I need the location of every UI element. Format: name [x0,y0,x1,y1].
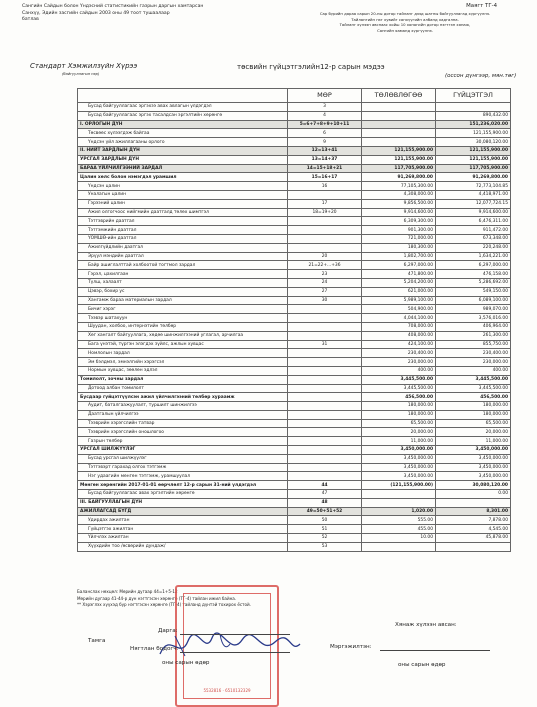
table-row [78,208,511,217]
row-code [288,349,362,358]
row-label: АЖИЛЛАГСАД БҮГД [78,507,288,516]
row-plan: 230,000.00 [362,358,436,367]
table-row [78,146,511,155]
row-plan: 3,450,000.00 [362,454,436,463]
table-row [78,446,511,455]
row-actual: 0.00 [436,490,511,499]
row-plan: 11,000.00 [362,437,436,446]
row-label: Эм бэлдмэл, эмнэлгийн хэрэгсэл [78,358,288,367]
row-code [288,226,362,235]
row-code: 51 [288,525,362,534]
row-code [288,384,362,393]
row-plan: 456,500.00 [362,393,436,402]
table-row [78,349,511,358]
table-row [78,314,511,323]
row-code [288,393,362,402]
form-code: Маягт ТГ-4 [466,3,497,9]
unit-note: (оссон дүнгээр, мян.төг) [445,73,517,79]
row-code: 12=13+41 [288,146,362,155]
row-label: Ажилгүйдлийн даатгал [78,243,288,252]
table-row [78,507,511,516]
row-code: 44 [288,481,362,490]
row-label: II. НИЙТ ЗАРДЛЫН ДҮН [78,146,288,155]
director-label: Дарга: [158,628,178,634]
row-actual: 8,301.00 [436,507,511,516]
table-row [78,103,511,112]
row-actual: 6,476,311.00 [436,217,511,226]
row-label: Томилолт, зочны зардал [78,375,288,384]
row-label: Цалин хөлс болон нэмэгдэл урамшил [78,173,288,182]
row-label: ҮОМШӨ-ийн даатгал [78,234,288,243]
row-actual: 65,500.00 [436,419,511,428]
row-plan: 424,100.00 [362,340,436,349]
row-plan: 180,000.00 [362,410,436,419]
organization-name: Стандарт Хэмжилзүйн Хүрээ [30,62,138,70]
row-actual: 3,450,000.00 [436,472,511,481]
row-plan: (121,155,900.00) [362,481,436,490]
row-code: 14=15+18+21 [288,164,362,173]
table-header-row [78,89,511,103]
header-row-code: МӨР [288,89,362,103]
row-plan: 117,705,900.00 [362,164,436,173]
row-label: Ажил олгогчоос нийгмийн даатгалд төлөх шимтгэл [78,208,288,217]
table-row [78,199,511,208]
document-title: төсвийн гүйцэтгэлийн12-р сарын мэдээ [237,63,385,71]
row-plan: 4,308,000.00 [362,190,436,199]
table-row [78,182,511,191]
row-actual: 456,500.00 [436,393,511,402]
row-code [288,446,362,455]
accountant-signature-line [180,652,290,653]
row-actual: 9,914,600.00 [436,208,511,217]
row-actual: 911,472.00 [436,226,511,235]
table-row [78,358,511,367]
row-label: Эрүүл мэндийн даатгал [78,252,288,261]
row-plan: 3,445,500.00 [362,375,436,384]
row-label: Тээвэр шатахуун [78,314,288,323]
row-label: Хөг хангалт байгууллага, хөдөө шинжилгээний углагал, арчилгаа [78,331,288,340]
header-actual: ГҮЙЦЭТГЭЛ [436,89,511,103]
table-row [78,287,511,296]
table-row [78,173,511,182]
row-code [288,410,362,419]
row-plan: 408,000.00 [362,331,436,340]
row-actual: 4,418,971.00 [436,190,511,199]
row-code [288,454,362,463]
row-label: Гэрээний цалин [78,199,288,208]
row-code [288,366,362,375]
row-label: Шуудан, холбоо, интернэтийн төлбөр [78,322,288,331]
row-label: Байр ашиглалттай холбоотой тогтмол зардал [78,261,288,270]
header-plan: ТӨЛӨВЛӨГӨӨ [362,89,436,103]
footnote-2: Мөрийн дугаар 41-44-р дүн нэгтгэсэн хөрөнгө (ТГ-4) тайлан ижил байна. [77,595,237,601]
row-actual [436,498,511,507]
row-code [288,472,362,481]
row-plan: 1,020.00 [362,507,436,516]
row-plan: 901,300.00 [362,226,436,235]
row-actual: 3,450,000.00 [436,446,511,455]
row-actual [436,103,511,112]
row-code: 17 [288,199,362,208]
header-label [78,89,288,103]
row-actual: 890,432.00 [436,111,511,120]
header-right [300,11,510,33]
row-label: Бусад байгууллагаас эргэхээ авах авлагын үлдэгдэл [78,103,288,112]
row-plan: 121,155,900.00 [362,155,436,164]
row-label: III. БАЙГУУЛЛАГЫН ДҮН [78,498,288,507]
row-code [288,402,362,411]
row-actual: 30,080,120.00 [436,138,511,147]
table-row [78,243,511,252]
row-plan: 10.00 [362,534,436,543]
row-actual: 476,158.00 [436,270,511,279]
row-actual: 45,878.00 [436,534,511,543]
table-row [78,534,511,543]
row-label: Бичиг хэрэг [78,305,288,314]
footnote-3: ** Хэрэглэх хүүхэд бүр нэгтгэсэн хөрөнгө (ТГ-4) тайланд дүнтэй тохирох ёстой. [77,602,251,608]
table-row [78,472,511,481]
row-label: Нормын хувцас, зөөлөн эдлэл [78,366,288,375]
row-plan: 455.00 [362,525,436,534]
row-code [288,437,362,446]
table-row [78,270,511,279]
table-row [78,322,511,331]
row-actual: 855,750.00 [436,340,511,349]
header-right-line-4: Сангийн яаманд хүргүүлнэ. [377,27,433,33]
table-row [78,129,511,138]
row-plan: 20,000.00 [362,428,436,437]
stamp-label: Тамга [88,638,106,644]
row-code: 18=19+20 [288,208,362,217]
row-code: 5=6+7+8+9+10+11 [288,120,362,129]
header-left-line-1: Сангийн Сайдын болон Үндэсний статистикийн газрын даргын хамтарсан [22,4,204,9]
table-row [78,463,511,472]
row-actual: 7,878.00 [436,516,511,525]
row-label: Тээврийн хэрэгслийн татвар [78,419,288,428]
row-code: 16 [288,182,362,191]
table-row [78,481,511,490]
stamp-code: 5532816 · 6510132329 [203,688,251,693]
table-row [78,164,511,173]
row-label: Үндсэн үйл ажиллагааны орлого [78,138,288,147]
row-plan: 9,856,500.00 [362,199,436,208]
row-code [288,314,362,323]
organization-caption: (байгууллагын нэр) [62,72,100,76]
row-actual: 3,445,500.00 [436,384,511,393]
row-actual: 11,000.00 [436,437,511,446]
table-row [78,428,511,437]
row-code [288,217,362,226]
row-actual: 230,000.00 [436,358,511,367]
row-label: Бусад урсгал шилжүүлэг [78,454,288,463]
row-label: Тэтгэврийн даатгал [78,217,288,226]
receiver-label: Хянаж хүлээн авсан: [395,622,457,628]
row-label: Төсвөөс хүлээгдэж байгаа [78,129,288,138]
header-left-line-3: батлав [22,17,39,22]
row-actual: 72,773,104.85 [436,182,511,191]
row-actual: 121,155,900.00 [436,129,511,138]
table-row [78,120,511,129]
table-row [78,490,511,499]
row-code: 20 [288,252,362,261]
row-code: 47 [288,490,362,499]
row-code: 48 [288,498,362,507]
row-label: Гүйцэтгэх ажилтан [78,525,288,534]
row-code: 24 [288,278,362,287]
table-row [78,437,511,446]
row-code: 27 [288,287,362,296]
row-actual: 117,705,900.00 [436,164,511,173]
row-code: 9 [288,138,362,147]
row-code [288,322,362,331]
row-actual: 3,450,000.00 [436,463,511,472]
row-label: Аудит, баталгаажуулалт, туршилт шинжилгээ [78,402,288,411]
row-plan [362,120,436,129]
row-plan [362,490,436,499]
row-label: Газрын төлбөр [78,437,288,446]
row-actual: 30,080,120.00 [436,481,511,490]
row-code: 3 [288,103,362,112]
row-actual: 6,089,100.00 [436,296,511,305]
table-row [78,454,511,463]
row-plan: 708,000.00 [362,322,436,331]
row-plan: 4,044,100.00 [362,314,436,323]
row-code: 49=50+51+52 [288,507,362,516]
row-label: Тэтгэвэрт гарахад олгох тэтгэмж [78,463,288,472]
row-actual: 989,070.00 [436,305,511,314]
row-code: 21=22+...+36 [288,261,362,270]
row-code [288,190,362,199]
budget-table [77,88,511,552]
row-actual: 121,155,900.00 [436,155,511,164]
row-actual: 151,236,020.00 [436,120,511,129]
row-actual: 220,248.00 [436,243,511,252]
row-plan: 6,297,000.00 [362,261,436,270]
row-label: Бусад байгууллагаас авах эргэлтийн хөрөнгө [78,490,288,499]
row-plan: 721,000.00 [362,234,436,243]
row-label: Тэтгэмжийн даатгал [78,226,288,235]
row-code [288,243,362,252]
row-actual: 3,450,000.00 [436,454,511,463]
row-actual: 180,000.00 [436,402,511,411]
row-code [288,331,362,340]
table-row [78,402,511,411]
table-row [78,138,511,147]
row-plan [362,103,436,112]
row-label: Цэвэр, бохир ус [78,287,288,296]
table-row [78,296,511,305]
row-plan: 121,155,900.00 [362,146,436,155]
table-row [78,252,511,261]
receiver-date-label: оны сарын өдөр [398,662,446,668]
row-actual: 673,348.00 [436,234,511,243]
table-row [78,525,511,534]
title-row [22,62,502,76]
row-actual: 261,300.00 [436,331,511,340]
row-actual [436,542,511,551]
row-actual: 180,000.00 [436,410,511,419]
row-actual: 1,634,221.00 [436,252,511,261]
table-row [78,234,511,243]
row-actual: 20,000.00 [436,428,511,437]
row-plan [362,111,436,120]
row-label: Номлолын зардал [78,349,288,358]
row-label: Бусдаар гүйцэтгүүлсэн ажил үйлчилгээний төлбөр хураамж [78,393,288,402]
table-row [78,366,511,375]
header-right-line-2: Тайлангийн нэг хувийг санхүүгийн албанд хадгална. [351,16,459,22]
row-plan: 91,269,800.00 [362,173,436,182]
row-plan: 9,914,600.00 [362,208,436,217]
table-row [78,419,511,428]
row-code: 31 [288,340,362,349]
row-code [288,419,362,428]
row-label: Үндсэн цалин [78,182,288,191]
row-label: Хангамж бараа материалын зардал [78,296,288,305]
row-label: Үйлчлэх ажилтан [78,534,288,543]
row-actual: 121,155,900.00 [436,146,511,155]
row-plan: 504,900.00 [362,305,436,314]
table-row [78,331,511,340]
row-actual: 91,269,800.00 [436,173,511,182]
table-row [78,217,511,226]
table-row [78,410,511,419]
table-row [78,190,511,199]
row-actual: 400.00 [436,366,511,375]
signature-area [0,620,537,707]
row-code: 15=16+17 [288,173,362,182]
row-plan: 400.00 [362,366,436,375]
table-row [78,111,511,120]
footnote-1: Баланслах нөхцөл: Мөрийн дугаар 44=1+5-12 [77,589,178,594]
row-code [288,463,362,472]
row-label: Дотоод албан томилолт [78,384,288,393]
row-label: Түлш, халаалт [78,278,288,287]
row-label: Мөнгөн хөрөнгийн 2017-01-01 өөрчлөлт 12-р сарын 31-ний үлдэгдэл [78,481,288,490]
row-plan: 230,400.00 [362,349,436,358]
row-plan: 3,445,500.00 [362,384,436,393]
row-label: Бага үнэтэй, түргэн элэгдэх зүйлс, ажлын хувцас [78,340,288,349]
row-label: Даатгалын үйлчилгээ [78,410,288,419]
table-row [78,542,511,551]
row-plan [362,498,436,507]
row-code: 23 [288,270,362,279]
table-row [78,226,511,235]
row-plan [362,129,436,138]
row-actual: 6,297,000.00 [436,261,511,270]
row-code: 52 [288,534,362,543]
row-plan: 65,500.00 [362,419,436,428]
row-actual: 5,286,692.00 [436,278,511,287]
row-plan [362,138,436,147]
row-plan: 180,300.00 [362,243,436,252]
accountant-label: Нягтлан бодогч: [130,646,179,652]
row-label: Хүүхдийн тоо /өсвөрийн дундаж/ [78,542,288,551]
row-plan: 471,800.00 [362,270,436,279]
row-plan: 555.00 [362,516,436,525]
row-plan: 5,204,200.00 [362,278,436,287]
row-actual: 3,576,016.00 [436,314,511,323]
row-label: УРСГАЛ ЗАРДЛЫН ДҮН [78,155,288,164]
row-plan: 3,450,000.00 [362,463,436,472]
row-plan: 621,000.00 [362,287,436,296]
date-label: оны сарын өдөр [162,660,210,666]
row-plan: 3,450,000.00 [362,446,436,455]
row-label: I. ОРЛОГЫН ДҮН [78,120,288,129]
row-label: Бусад байгууллагаас эргэх тасалдсан эргэлтийн хөрөнгө [78,111,288,120]
header-left [22,4,203,24]
row-code: 13=14+37 [288,155,362,164]
row-code [288,234,362,243]
row-actual: 230,400.00 [436,349,511,358]
table-row [78,261,511,270]
table-row [78,384,511,393]
row-plan: 1,802,700.00 [362,252,436,261]
director-signature-line [180,634,290,635]
row-plan [362,542,436,551]
table-row [78,375,511,384]
table-row [78,393,511,402]
row-code [288,305,362,314]
row-label: Уналагын цалин [78,190,288,199]
row-actual: 3,445,500.00 [436,375,511,384]
inspector-signature-line [380,650,490,651]
row-code: 50 [288,516,362,525]
row-label: Гэрэл, цахилгаан [78,270,288,279]
row-code [288,358,362,367]
header-right-line-1: Сар бүрийн дараа сарын 20-ны дотор тайланг дээд шатны байгууллагад хүргүүлнэ. [319,11,491,16]
table-row [78,340,511,349]
row-label: БАРАА ҮЙЛЧИЛГЭЭНИЙ ЗАРДАЛ [78,164,288,173]
row-plan: 77,105,300.00 [362,182,436,191]
row-code: 30 [288,296,362,305]
row-label: Нэг удаагийн мөнгөн тэтгэмж, урамшуулал [78,472,288,481]
header-right-line-3: Тайланг хүлээн авснаас хойш 10 хоногийн дотор нэгтгэн хянаж, [339,22,471,27]
row-code: 6 [288,129,362,138]
row-actual: 4,545.00 [436,525,511,534]
header-left-line-2: Санхүү, Эдийн засгийн сайдын 2003 оны 49 тоот тушаалаар [22,10,170,16]
row-code: 4 [288,111,362,120]
row-plan: 6,309,300.00 [362,217,436,226]
row-label: Тээврийн хэрэгслийн оношлогоо [78,428,288,437]
row-plan: 3,450,000.00 [362,472,436,481]
row-code [288,375,362,384]
row-code [288,428,362,437]
row-label: УРСГАЛ ШИЛЖҮҮЛЭГ [78,446,288,455]
row-code: 53 [288,542,362,551]
row-plan: 180,000.00 [362,402,436,411]
row-actual: 549,150.00 [436,287,511,296]
row-actual: 406,964.00 [436,322,511,331]
table-row [78,155,511,164]
table-row [78,305,511,314]
row-label: Удирдах ажилтан [78,516,288,525]
table-row [78,278,511,287]
table-row [78,516,511,525]
table-row [78,498,511,507]
inspector-label: Мэргэжилтэн: [330,644,372,650]
row-plan: 5,989,100.00 [362,296,436,305]
row-actual: 12,077,724.15 [436,199,511,208]
